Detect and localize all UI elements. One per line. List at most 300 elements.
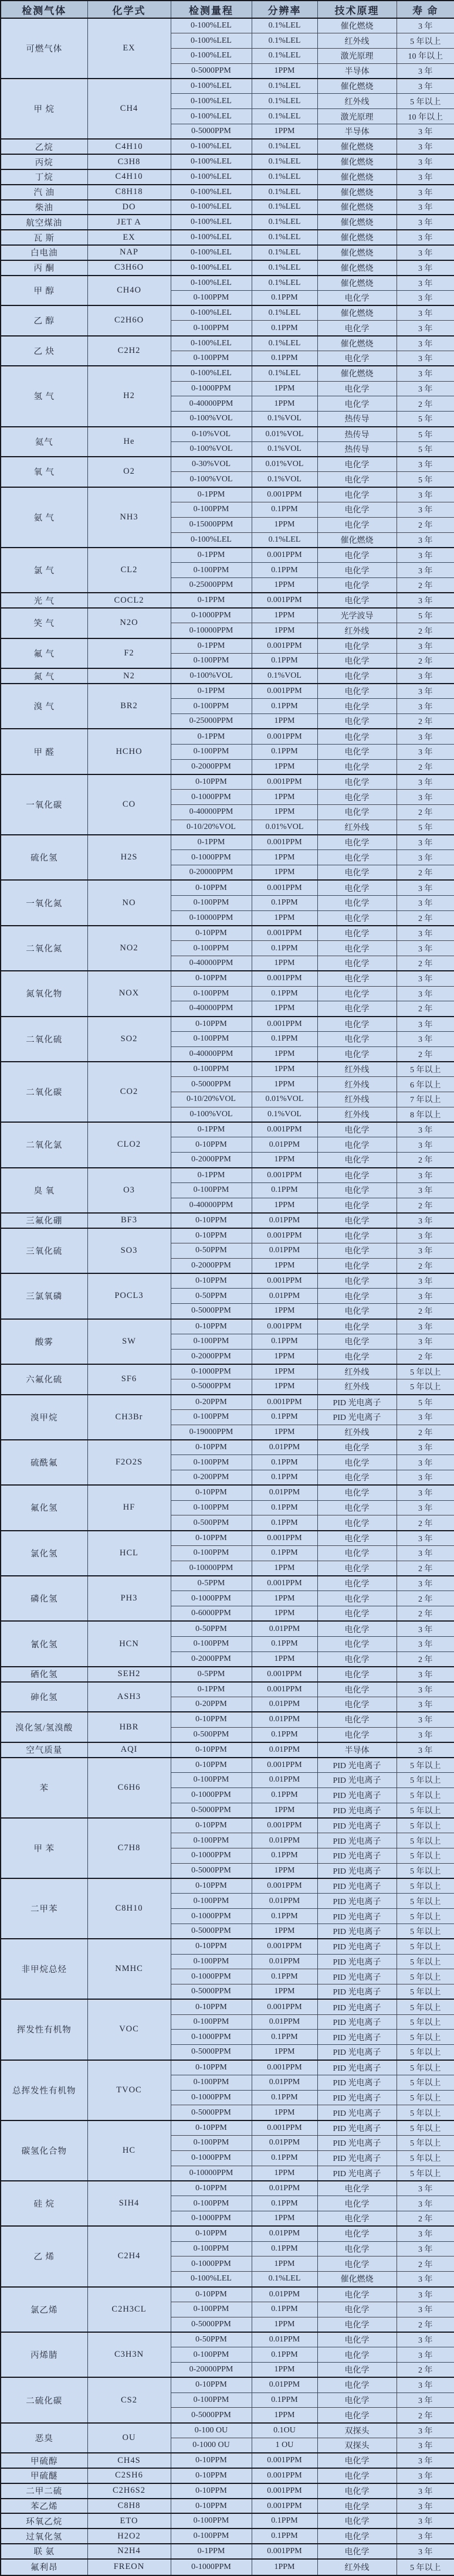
table-row xyxy=(1,593,454,608)
principle-cell: 催化燃烧 xyxy=(317,336,397,351)
resolution-cell: 0.1%LEL xyxy=(252,200,317,215)
resolution-cell: 1PPM xyxy=(252,2408,317,2423)
resolution-cell: 0.001PPM xyxy=(252,684,317,699)
resolution-cell: 0.001PPM xyxy=(252,1939,317,1954)
resolution-cell: 0.1PPM xyxy=(252,986,317,1001)
range-cell: 0-100PPM xyxy=(171,699,252,714)
range-cell: 0-10PPM xyxy=(171,2453,252,2468)
lifespan-cell: 3 年 xyxy=(397,1213,454,1228)
resolution-cell: 0.01PPM xyxy=(252,2181,317,2196)
range-cell: 0-100%LEL xyxy=(171,245,252,260)
principle-cell: 光学波导 xyxy=(317,608,397,623)
lifespan-cell: 3 年 xyxy=(397,1576,454,1591)
range-cell: 0-10PPM xyxy=(171,1137,252,1153)
range-cell: 0-100%VOL xyxy=(171,441,252,457)
range-cell: 0-10/20%VOL xyxy=(171,820,252,835)
table-row xyxy=(1,169,454,185)
range-cell: 0-10PPM xyxy=(171,1485,252,1500)
lifespan-cell: 3 年 xyxy=(397,668,454,684)
range-cell: 0-10PPM xyxy=(171,1213,252,1228)
lifespan-cell: 3 年 xyxy=(397,2513,454,2529)
range-cell: 0-10/20%VOL xyxy=(171,1092,252,1107)
lifespan-cell: 5 年 xyxy=(397,608,454,623)
resolution-cell: 1PPM xyxy=(252,2559,317,2575)
gas-name-cell: 汽 油 xyxy=(1,185,87,200)
principle-cell: 电化学 xyxy=(317,986,397,1001)
range-cell: 0-100PPM xyxy=(171,2075,252,2090)
lifespan-cell: 8 年以上 xyxy=(397,1107,454,1122)
resolution-cell: 0.1PPM xyxy=(252,502,317,518)
table-row xyxy=(1,926,454,941)
table-row xyxy=(1,1742,454,1758)
table-row xyxy=(1,487,454,502)
lifespan-cell: 10 年以上 xyxy=(397,49,454,64)
gas-name-cell: 丙 酮 xyxy=(1,260,87,276)
principle-cell: 电化学 xyxy=(317,744,397,759)
range-cell: 0-40000PPM xyxy=(171,1198,252,1213)
principle-cell: 电化学 xyxy=(317,2332,397,2347)
range-cell: 0-100 OU xyxy=(171,2423,252,2438)
principle-cell: PID 光电离子 xyxy=(317,2166,397,2181)
range-cell: 0-100PPM xyxy=(171,2393,252,2408)
principle-cell: 电化学 xyxy=(317,653,397,668)
resolution-cell: 0.1%VOL xyxy=(252,412,317,427)
resolution-cell: 0.01%VOL xyxy=(252,457,317,472)
resolution-cell: 0.1PPM xyxy=(252,2529,317,2544)
lifespan-cell: 2 年 xyxy=(397,804,454,820)
formula-column-header: 化学式 xyxy=(87,1,171,18)
range-cell: 0-10PPM xyxy=(171,1319,252,1334)
resolution-column-header: 分辨率 xyxy=(252,1,317,18)
resolution-cell: 1PPM xyxy=(252,1258,317,1273)
principle-cell: PID 光电离子 xyxy=(317,2030,397,2045)
principle-cell: 电化学 xyxy=(317,1228,397,1243)
formula-cell: C3H8 xyxy=(87,154,171,169)
principle-cell: 电化学 xyxy=(317,2363,397,2378)
principle-cell: PID 光电离子 xyxy=(317,2045,397,2060)
lifespan-cell: 2 年 xyxy=(397,2317,454,2332)
principle-cell: 电化学 xyxy=(317,2377,397,2393)
resolution-cell: 0.01PPM xyxy=(252,2377,317,2393)
gas-name-cell: 过氧化氢 xyxy=(1,2529,87,2544)
principle-cell: 电化学 xyxy=(317,1122,397,1137)
principle-cell: 红外线 xyxy=(317,1092,397,1107)
resolution-cell: 0.001PPM xyxy=(252,2499,317,2514)
range-cell: 0-1000PPM xyxy=(171,1591,252,1606)
range-cell: 0-100%VOL xyxy=(171,412,252,427)
table-row xyxy=(1,427,454,442)
range-cell: 0-100PPM xyxy=(171,744,252,759)
range-cell: 0-10PPM xyxy=(171,1939,252,1954)
range-cell: 0-100%LEL xyxy=(171,260,252,276)
resolution-cell: 1PPM xyxy=(252,1198,317,1213)
formula-cell: CO xyxy=(87,774,171,835)
lifespan-cell: 2 年 xyxy=(397,1515,454,1531)
formula-cell: SF6 xyxy=(87,1364,171,1395)
gas-name-cell: 甲 醇 xyxy=(1,276,87,306)
lifespan-cell: 3 年 xyxy=(397,2302,454,2317)
range-cell: 0-10PPM xyxy=(171,1878,252,1894)
range-cell: 0-5000PPM xyxy=(171,2317,252,2332)
resolution-cell: 0.1%LEL xyxy=(252,366,317,381)
lifespan-cell: 3 年 xyxy=(397,1636,454,1651)
formula-cell: H2O2 xyxy=(87,2529,171,2544)
resolution-cell: 1PPM xyxy=(252,956,317,971)
resolution-cell: 0.001PPM xyxy=(252,1168,317,1183)
lifespan-cell: 3 年 xyxy=(397,548,454,563)
lifespan-cell: 3 年 xyxy=(397,790,454,805)
lifespan-cell: 2 年 xyxy=(397,577,454,593)
lifespan-cell: 2 年 xyxy=(397,714,454,729)
resolution-cell: 0.1%LEL xyxy=(252,49,317,64)
principle-cell: 电化学 xyxy=(317,1289,397,1304)
lifespan-cell: 2 年 xyxy=(397,1153,454,1168)
range-cell: 0-100PPM xyxy=(171,653,252,668)
lifespan-cell: 5 年以上 xyxy=(397,2014,454,2030)
principle-cell: 电化学 xyxy=(317,699,397,714)
range-cell: 0-2000PPM xyxy=(171,1258,252,1273)
formula-cell: C8H8 xyxy=(87,2499,171,2514)
range-cell: 0-5000PPM xyxy=(171,2105,252,2120)
table-row xyxy=(1,1621,454,1636)
formula-cell: C7H8 xyxy=(87,1818,171,1878)
principle-cell: 红外线 xyxy=(317,1107,397,1122)
table-row xyxy=(1,1228,454,1243)
resolution-cell: 1PPM xyxy=(252,790,317,805)
resolution-cell: 0.1PPM xyxy=(252,1909,317,1924)
lifespan-cell: 3 年 xyxy=(397,971,454,986)
resolution-cell: 0.01PPM xyxy=(252,2332,317,2347)
principle-cell: 电化学 xyxy=(317,850,397,865)
range-cell: 0-10000PPM xyxy=(171,910,252,926)
range-cell: 0-100PPM xyxy=(171,941,252,956)
lifespan-cell: 3 年 xyxy=(397,1667,454,1682)
resolution-cell: 1PPM xyxy=(252,1984,317,2000)
formula-cell: CH4O xyxy=(87,276,171,306)
range-cell: 0-100%LEL xyxy=(171,79,252,94)
table-row xyxy=(1,2060,454,2075)
lifespan-cell: 3 年 xyxy=(397,321,454,336)
table-row xyxy=(1,2529,454,2544)
resolution-cell: 0.01PPM xyxy=(252,2075,317,2090)
principle-cell: 电化学 xyxy=(317,1455,397,1470)
principle-cell: 电化学 xyxy=(317,971,397,986)
range-cell: 0-5000PPM xyxy=(171,1984,252,2000)
lifespan-cell: 3 年 xyxy=(397,245,454,260)
gas-name-cell: 挥发性有机物 xyxy=(1,1999,87,2060)
range-cell: 0-100PPM xyxy=(171,1833,252,1848)
formula-cell: NMHC xyxy=(87,1939,171,1999)
lifespan-cell: 2 年 xyxy=(397,1425,454,1440)
gas-name-cell: 氯乙烯 xyxy=(1,2287,87,2332)
range-cell: 0-50PPM xyxy=(171,1289,252,1304)
formula-cell: C2SH6 xyxy=(87,2468,171,2483)
gas-name-cell: 氧 气 xyxy=(1,457,87,487)
range-cell: 0-10PPM xyxy=(171,1818,252,1833)
resolution-cell: 0.001PPM xyxy=(252,548,317,563)
lifespan-cell: 3 年 xyxy=(397,230,454,245)
lifespan-cell: 3 年 xyxy=(397,2241,454,2256)
lifespan-cell: 5 年以上 xyxy=(397,1939,454,1954)
formula-cell: N2O xyxy=(87,608,171,638)
gas-name-cell: 恶臭 xyxy=(1,2423,87,2453)
principle-cell: 电化学 xyxy=(317,1591,397,1606)
gas-name-cell: 溴甲烷 xyxy=(1,1395,87,1440)
lifespan-cell: 3 年 xyxy=(397,729,454,744)
range-cell: 0-10PPM xyxy=(171,926,252,941)
resolution-cell: 0.01PPM xyxy=(252,1440,317,1455)
gas-name-cell: 三氯氧磷 xyxy=(1,1273,87,1318)
lifespan-cell: 3 年 xyxy=(397,1455,454,1470)
range-cell: 0-1000PPM xyxy=(171,1909,252,1924)
table-row xyxy=(1,200,454,215)
principle-cell: 电化学 xyxy=(317,1500,397,1515)
lifespan-cell: 3 年 xyxy=(397,2226,454,2241)
resolution-cell: 0.1PPM xyxy=(252,2241,317,2256)
principle-cell: PID 光电离子 xyxy=(317,1939,397,1954)
principle-cell: 催化燃烧 xyxy=(317,532,397,548)
principle-cell: 电化学 xyxy=(317,2513,397,2529)
lifespan-cell: 3 年 xyxy=(397,2377,454,2393)
range-cell: 0-2000PPM xyxy=(171,1349,252,1364)
principle-cell: 电化学 xyxy=(317,1046,397,1062)
principle-cell: 催化燃烧 xyxy=(317,79,397,94)
range-cell: 0-5PPM xyxy=(171,1576,252,1591)
formula-cell: SW xyxy=(87,1319,171,1364)
resolution-cell: 0.001PPM xyxy=(252,2468,317,2483)
gas-name-cell: 可燃气体 xyxy=(1,18,87,79)
formula-cell: EX xyxy=(87,18,171,79)
resolution-cell: 0.001PPM xyxy=(252,1667,317,1682)
table-row xyxy=(1,1939,454,1954)
range-cell: 0-1PPM xyxy=(171,548,252,563)
gas-name-cell: 苯乙烯 xyxy=(1,2499,87,2514)
range-cell: 0-1000PPM xyxy=(171,2150,252,2166)
lifespan-cell: 2 年 xyxy=(397,865,454,881)
range-cell: 0-1000PPM xyxy=(171,608,252,623)
table-row xyxy=(1,638,454,654)
principle-cell: 激光原理 xyxy=(317,109,397,124)
range-cell: 0-1000PPM xyxy=(171,790,252,805)
gas-name-cell: 氯 气 xyxy=(1,548,87,593)
range-cell: 0-5000PPM xyxy=(171,1379,252,1395)
resolution-cell: 0.01PPM xyxy=(252,1213,317,1228)
range-cell: 0-100PPM xyxy=(171,2196,252,2211)
table-row xyxy=(1,1682,454,1697)
range-cell: 0-100%LEL xyxy=(171,215,252,230)
lifespan-cell: 5 年 xyxy=(397,427,454,442)
lifespan-cell: 5 年以上 xyxy=(397,33,454,49)
range-cell: 0-10%VOL xyxy=(171,427,252,442)
table-row xyxy=(1,1319,454,1334)
gas-name-cell: 硒化氢 xyxy=(1,1667,87,1682)
lifespan-cell: 5 年以上 xyxy=(397,2075,454,2090)
principle-cell: PID 光电离子 xyxy=(317,1984,397,2000)
gas-name-cell: 空气质量 xyxy=(1,1742,87,1758)
gas-name-cell: 一氧化碳 xyxy=(1,774,87,835)
table-body xyxy=(1,18,454,2575)
lifespan-cell: 3 年 xyxy=(397,1168,454,1183)
formula-cell: AQI xyxy=(87,1742,171,1758)
lifespan-cell: 3 年 xyxy=(397,154,454,169)
principle-cell: 电化学 xyxy=(317,1153,397,1168)
table-row xyxy=(1,774,454,790)
range-cell: 0-1000PPM xyxy=(171,1787,252,1803)
resolution-cell: 0.1PPM xyxy=(252,1515,317,1531)
lifespan-cell: 3 年 xyxy=(397,79,454,94)
formula-cell: C4H10 xyxy=(87,169,171,185)
gas-name-cell: 环氧乙烷 xyxy=(1,2513,87,2529)
principle-cell: 电化学 xyxy=(317,351,397,366)
lifespan-cell: 3 年 xyxy=(397,487,454,502)
resolution-cell: 0.01PPM xyxy=(252,1894,317,1909)
resolution-cell: 0.001PPM xyxy=(252,2544,317,2559)
range-cell: 0-10PPM xyxy=(171,1228,252,1243)
principle-cell: 电化学 xyxy=(317,895,397,910)
principle-cell: 催化燃烧 xyxy=(317,2272,397,2287)
lifespan-cell: 3 年 xyxy=(397,850,454,865)
principle-cell: 电化学 xyxy=(317,563,397,578)
lifespan-cell: 3 年 xyxy=(397,260,454,276)
resolution-cell: 0.001PPM xyxy=(252,2060,317,2075)
principle-cell: 电化学 xyxy=(317,759,397,774)
principle-cell: 催化燃烧 xyxy=(317,366,397,381)
principle-cell: 电化学 xyxy=(317,1213,397,1228)
range-cell: 0-5000PPM xyxy=(171,2045,252,2060)
lifespan-cell: 3 年 xyxy=(397,1409,454,1425)
resolution-cell: 0.001PPM xyxy=(252,593,317,608)
resolution-cell: 0.1PPM xyxy=(252,2347,317,2363)
table-row xyxy=(1,1485,454,1500)
lifespan-cell: 2 年 xyxy=(397,759,454,774)
resolution-cell: 0.1PPM xyxy=(252,1969,317,1984)
principle-cell: 电化学 xyxy=(317,2468,397,2483)
principle-cell: 电化学 xyxy=(317,910,397,926)
lifespan-cell: 5 年以上 xyxy=(397,1833,454,1848)
gas-name-cell: 乙烷 xyxy=(1,139,87,154)
resolution-cell: 1PPM xyxy=(252,2166,317,2181)
resolution-cell: 0.1%LEL xyxy=(252,215,317,230)
principle-cell: 电化学 xyxy=(317,1334,397,1349)
range-cell: 0-20000PPM xyxy=(171,865,252,881)
range-cell: 0-100PPM xyxy=(171,2529,252,2544)
resolution-cell: 0.1%LEL xyxy=(252,94,317,109)
formula-cell: C3H6O xyxy=(87,260,171,276)
principle-cell: 电化学 xyxy=(317,865,397,881)
gas-name-cell: 氮 气 xyxy=(1,668,87,684)
resolution-cell: 1PPM xyxy=(252,2317,317,2332)
lifespan-cell: 3 年 xyxy=(397,2544,454,2559)
lifespan-cell: 3 年 xyxy=(397,699,454,714)
gas-name-cell: 一氧化氮 xyxy=(1,880,87,925)
formula-cell: SIH4 xyxy=(87,2181,171,2226)
range-cell: 0-10PPM xyxy=(171,2483,252,2499)
resolution-cell: 0.1%VOL xyxy=(252,1107,317,1122)
formula-cell: HC xyxy=(87,2120,171,2181)
range-cell: 0-1PPM xyxy=(171,593,252,608)
principle-cell: 激光原理 xyxy=(317,49,397,64)
principle-cell: 催化燃烧 xyxy=(317,245,397,260)
table-row xyxy=(1,1712,454,1727)
range-cell: 0-1000PPM xyxy=(171,2211,252,2227)
range-cell: 0-100%LEL xyxy=(171,109,252,124)
resolution-cell: 0.1PPM xyxy=(252,563,317,578)
principle-cell: PID 光电离子 xyxy=(317,2090,397,2105)
gas-name-cell: 甲硫醇 xyxy=(1,2453,87,2468)
range-cell: 0-500PPM xyxy=(171,1515,252,1531)
range-cell: 0-5000PPM xyxy=(171,1304,252,1319)
principle-cell: 电化学 xyxy=(317,396,397,412)
gas-name-cell: 硫化氢 xyxy=(1,835,87,880)
lifespan-cell: 2 年 xyxy=(397,1561,454,1576)
lifespan-cell: 5 年以上 xyxy=(397,1818,454,1833)
principle-cell: 电化学 xyxy=(317,714,397,729)
resolution-cell: 1PPM xyxy=(252,865,317,881)
range-cell: 0-10PPM xyxy=(171,774,252,790)
range-cell: 0-10000PPM xyxy=(171,2166,252,2181)
formula-cell: CS2 xyxy=(87,2377,171,2422)
principle-cell: 电化学 xyxy=(317,1606,397,1622)
lifespan-cell: 7 年以上 xyxy=(397,1092,454,1107)
lifespan-cell: 3 年 xyxy=(397,185,454,200)
resolution-cell: 0.1PPM xyxy=(252,1500,317,1515)
principle-cell: PID 光电离子 xyxy=(317,1803,397,1818)
lifespan-cell: 3 年 xyxy=(397,1727,454,1742)
gas-name-cell: 酸雾 xyxy=(1,1319,87,1364)
lifespan-cell: 2 年 xyxy=(397,623,454,638)
resolution-cell: 0.001PPM xyxy=(252,2483,317,2499)
range-cell: 0-100%LEL xyxy=(171,276,252,291)
gas-name-cell: 二氧化氮 xyxy=(1,926,87,971)
resolution-cell: 0.1PPM xyxy=(252,1787,317,1803)
resolution-cell: 0.01PPM xyxy=(252,1712,317,1727)
formula-cell: DO xyxy=(87,200,171,215)
range-cell: 0-1PPM xyxy=(171,835,252,850)
table-row xyxy=(1,2453,454,2468)
formula-cell: CH3Br xyxy=(87,1395,171,1440)
range-cell: 0-100%VOL xyxy=(171,1107,252,1122)
principle-cell: 红外线 xyxy=(317,820,397,835)
formula-cell: COCL2 xyxy=(87,593,171,608)
lifespan-cell: 2 年 xyxy=(397,910,454,926)
principle-cell: 电化学 xyxy=(317,517,397,532)
range-cell: 0-1PPM xyxy=(171,729,252,744)
lifespan-cell: 3 年 xyxy=(397,1742,454,1758)
gas-name-cell: 总挥发性有机物 xyxy=(1,2060,87,2120)
range-cell: 0-50PPM xyxy=(171,1243,252,1259)
gas-name-cell: 甲 苯 xyxy=(1,1818,87,1878)
resolution-cell: 0.1PPM xyxy=(252,895,317,910)
range-cell: 0-1000PPM xyxy=(171,1848,252,1863)
range-cell: 0-10PPM xyxy=(171,1712,252,1727)
lifespan-cell: 3 年 xyxy=(397,2196,454,2211)
range-cell: 0-5000PPM xyxy=(171,1863,252,1878)
principle-cell: 红外线 xyxy=(317,1062,397,1077)
principle-cell: 电化学 xyxy=(317,321,397,336)
principle-cell: PID 光电离子 xyxy=(317,1954,397,1969)
resolution-cell: 0.001PPM xyxy=(252,487,317,502)
principle-cell: 电化学 xyxy=(317,1319,397,1334)
resolution-cell: 1PPM xyxy=(252,396,317,412)
range-cell: 0-40000PPM xyxy=(171,1001,252,1017)
lifespan-cell: 3 年 xyxy=(397,2423,454,2438)
lifespan-cell: 5 年 xyxy=(397,820,454,835)
principle-cell: 催化燃烧 xyxy=(317,305,397,321)
lifespan-cell: 5 年以上 xyxy=(397,2559,454,2575)
resolution-cell: 0.001PPM xyxy=(252,880,317,895)
principle-cell: 电化学 xyxy=(317,2347,397,2363)
resolution-cell: 0.001PPM xyxy=(252,835,317,850)
